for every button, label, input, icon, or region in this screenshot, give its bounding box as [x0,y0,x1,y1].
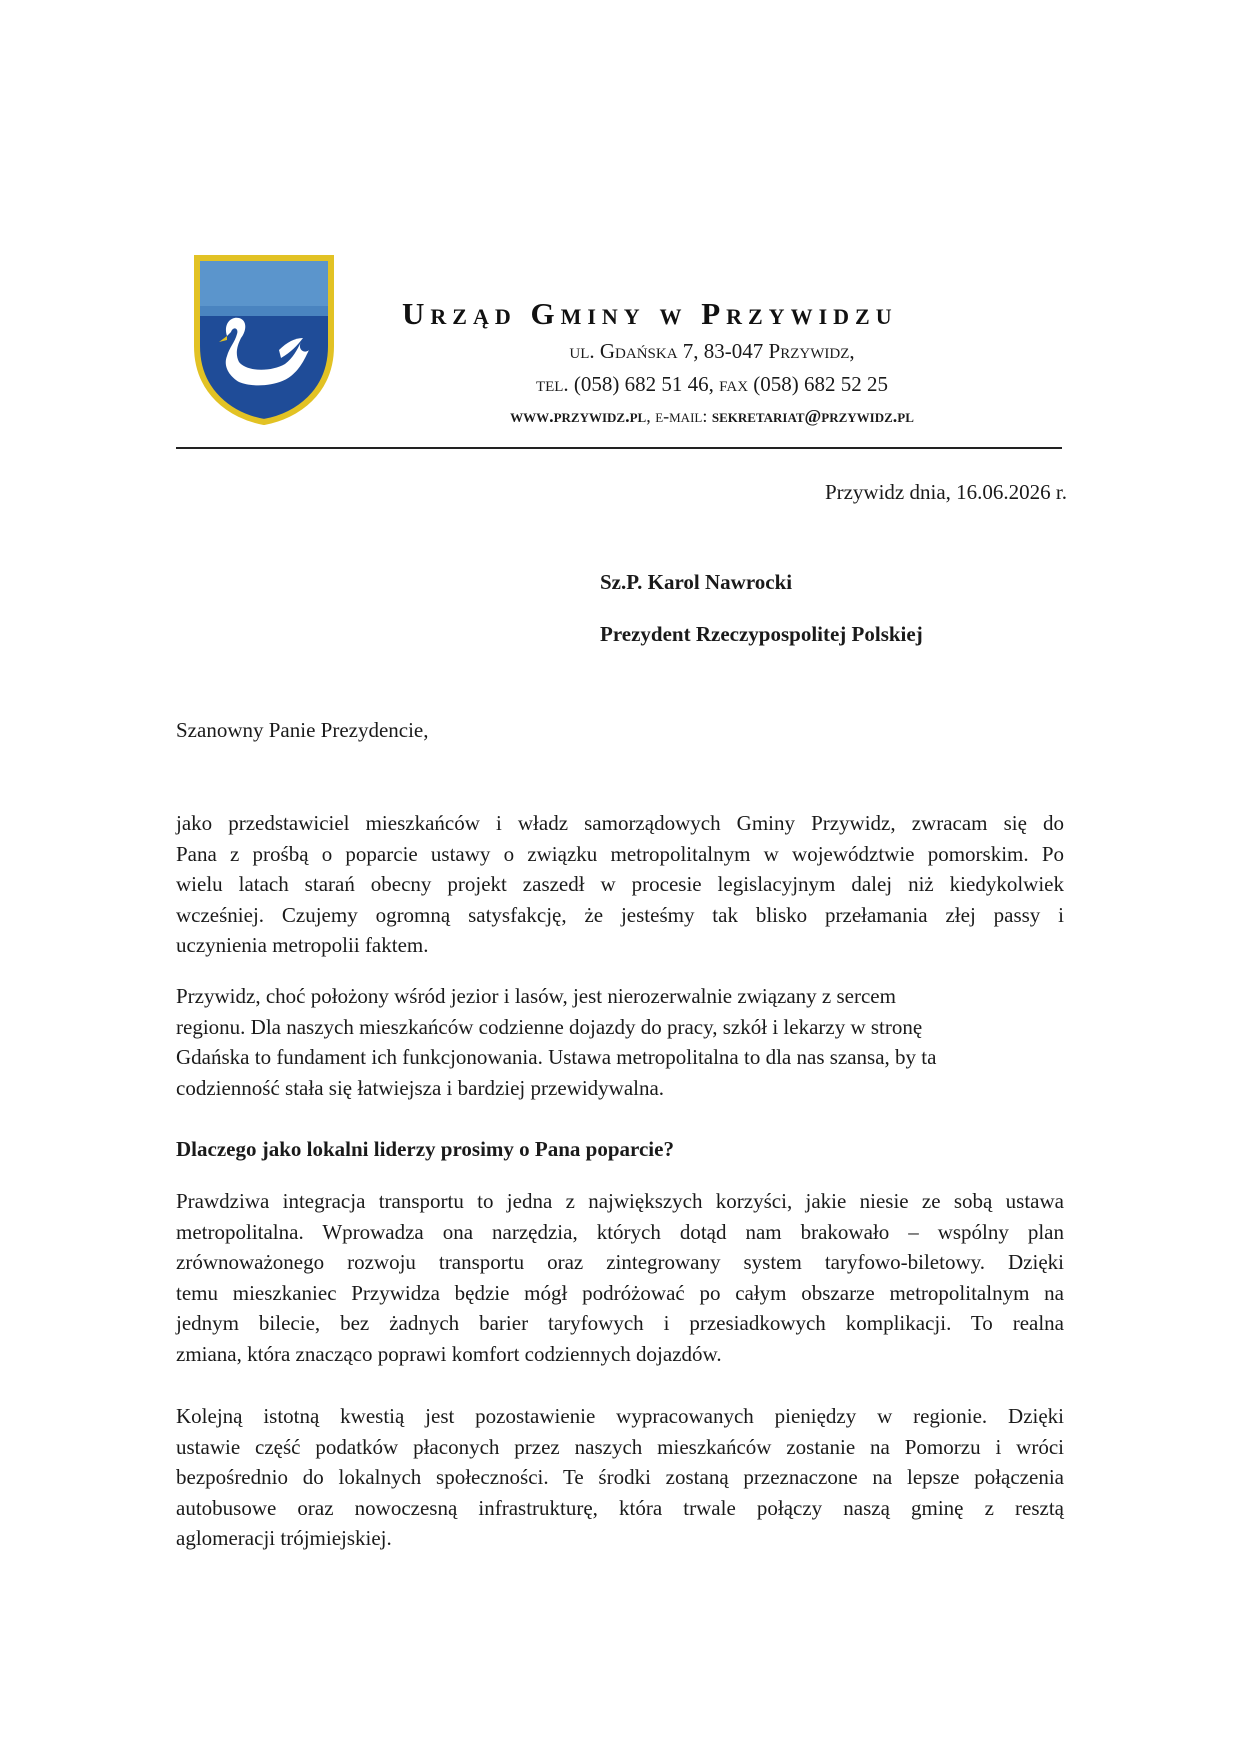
contact-line [402,406,1022,427]
website-link[interactable]: www.przywidz.pl [510,406,647,426]
paragraph-line: aglomeracji trójmiejskiej. [176,1526,392,1550]
paragraph-line: jednym bilecie, bez żadnych barier taryfowych i przesiadkowych komplikacji. To realna [176,1311,1064,1335]
paragraph-transport [176,1186,1064,1369]
paragraph-line: Gdańska to fundament ich funkcjonowania. Ustawa metropolitalna to dla nas szansa, by ta [176,1045,937,1069]
greeting: Szanowny Panie Prezydencie, [176,718,429,742]
paragraph-line: codzienność stała się łatwiejsza i bardziej przewidywalna. [176,1075,665,1100]
paragraph-line: autobusowe oraz nowoczesną infrastrukturę, która trwale połączy naszą gminę z resztą [176,1495,1064,1520]
organization-name: Urząd Gminy w Przywidzu [402,296,898,331]
paragraph-line: temu mieszkaniec Przywidza będzie mógł podróżować po całym obszarze metropolitalnym na [176,1280,1064,1305]
email-label: , e-mail: [646,406,712,426]
date-line: Przywidz dnia, 16.06.2026 r. [824,480,1067,504]
swan-crest-icon [193,254,335,426]
phone-line: tel. (058) 682 51 46, fax (058) 682 52 25 [535,372,889,396]
paragraph-intro [176,808,1064,961]
paragraph-line: wcześniej. Czujemy ogromną satysfakcję, że jesteśmy tak blisko przełamania złej passy i [176,902,1064,927]
address-line: ul. Gdańska 7, 83-047 Przywidz, [569,339,855,363]
email-link[interactable]: sekretariat@przywidz.pl [711,406,914,426]
paragraph-line: zmiana, która znacząco poprawi komfort codziennych dojazdów. [176,1341,722,1366]
paragraph-line: wielu latach starań obecny projekt zaszedł w procesie legislacyjnym dalej niż kiedykolwiek [176,872,1064,896]
paragraph-line: uczynienia metropolii faktem. [176,933,429,957]
header-divider [176,447,1062,449]
paragraph-region [176,981,1064,1103]
recipient-title: Prezydent Rzeczypospolitej Polskiej [600,622,923,646]
recipient-name: Sz.P. Karol Nawrocki [600,570,793,594]
section-heading: Dlaczego jako lokalni liderzy prosimy o Pana poparcie? [176,1137,674,1161]
paragraph-line: metropolitalna. Wprowadza ona narzędzia, których dotąd nam brakowało – wspólny plan [176,1219,1064,1244]
paragraph-line: ustawie część podatków płaconych przez naszych mieszkańców zostanie na Pomorzu i wróci [176,1434,1064,1459]
paragraph-line: bezpośrednio do lokalnych społeczności. Te środki zostaną przeznaczone na lepsze połączenia [176,1465,1064,1489]
paragraph-line: Prawdziwa integracja transportu to jedna z największych korzyści, jakie niesie ze sobą ustawa [176,1189,1064,1213]
paragraph-line: regionu. Dla naszych mieszkańców codzienne dojazdy do pracy, szkół i lekarzy w stronę [176,1014,923,1039]
paragraph-line: jako przedstawiciel mieszkańców i władz samorządowych Gminy Przywidz, zwracam się do [176,811,1064,835]
paragraph-line: Przywidz, choć położony wśród jezior i lasów, jest nierozerwalnie związany z sercem [176,984,896,1008]
paragraph-line: Kolejną istotną kwestią jest pozostawienie wypracowanych pieniędzy w regionie. Dzięki [176,1404,1064,1428]
paragraph-line: zrównoważonego rozwoju transportu oraz zintegrowany system taryfowo-biletowy. Dzięki [176,1250,1064,1274]
paragraph-finance [176,1401,1064,1554]
paragraph-line: Pana z prośbą o poparcie ustawy o związku metropolitalnym w województwie pomorskim. Po [176,841,1064,866]
